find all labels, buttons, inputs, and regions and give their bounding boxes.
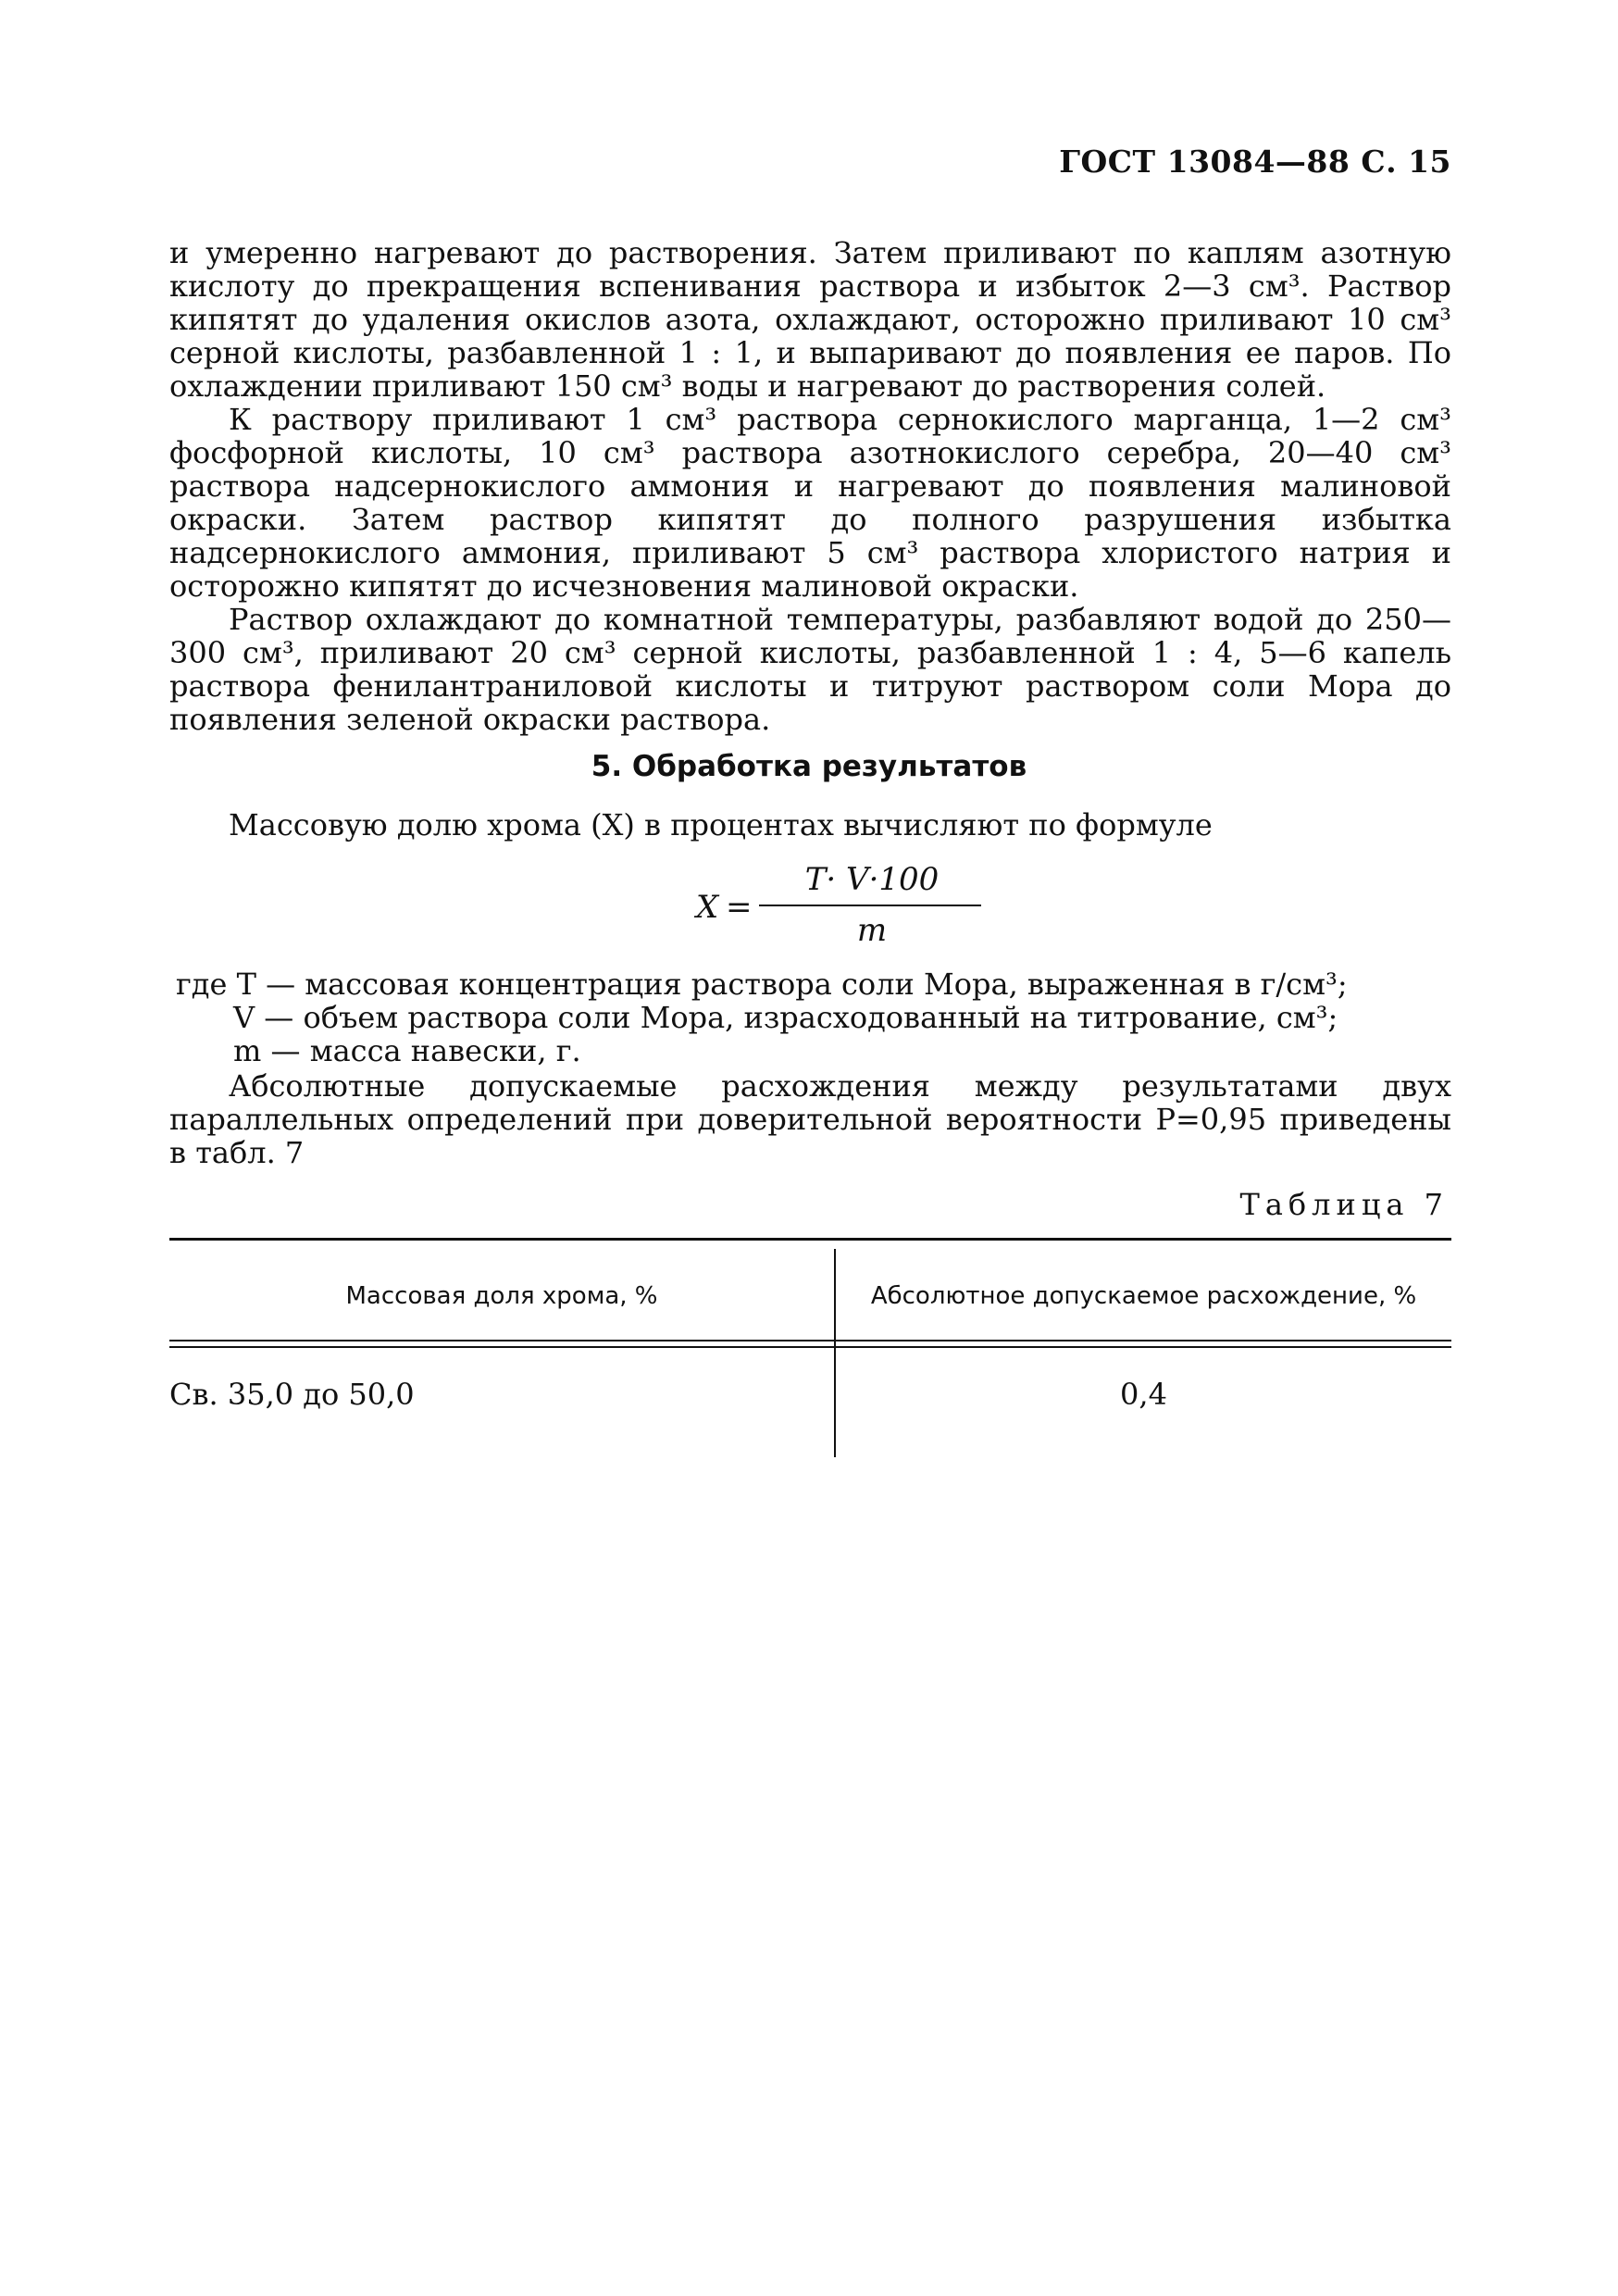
page-header: ГОСТ 13084—88 С. 15 bbox=[1059, 144, 1451, 180]
formula-intro: Массовую долю хрома (X) в процентах вычисляют по формуле bbox=[229, 807, 1213, 842]
fraction-bar bbox=[759, 905, 981, 906]
formula-equals: = bbox=[726, 889, 753, 926]
table-column-divider bbox=[834, 1249, 836, 1457]
paragraph-discrepancy: Абсолютные допускаемые расхождения между результатами двух параллельных определений при доверительной вероятности P=0,95 приведены в табл. 7 bbox=[169, 1068, 1451, 1170]
table-header-mass-fraction: Массовая доля хрома, % bbox=[345, 1282, 658, 1310]
section-title: 5. Обработка результатов bbox=[591, 750, 1027, 783]
formula-lhs: X bbox=[696, 889, 719, 926]
body-text bbox=[169, 236, 1451, 736]
definition-v: V — объем раствора соли Мора, израсходованный на титрование, см³; bbox=[233, 1000, 1338, 1035]
table-cell-value: 0,4 bbox=[1120, 1377, 1167, 1412]
variable-definitions bbox=[176, 967, 1348, 1067]
paragraph-2: К раствору приливают 1 см³ раствора сернокислого марганца, 1—2 см³ фосфорной кислоты, 10 см³ раствора азотнокислого серебра, 20—40 см³ раствора надсернокислого аммония и нагревают до появления малиновой окраски. Затем раствор кипятят до полного разрушения избытка надсернокислого аммония, приливают 5 см³ раствора хлористого натрия и осторожно кипятят до исчезновения малиновой окраски. bbox=[169, 402, 1451, 604]
paragraph-3: Раствор охлаждают до комнатной температуры, разбавляют водой до 250—300 см³, приливают 20 см³ серной кислоты, разбавленной 1 : 4, 5—6 капель раствора фенилантраниловой кислоты и титруют раствором соли Мора до появления зеленой окраски раствора. bbox=[169, 602, 1451, 737]
table-caption: Таблица 7 bbox=[1239, 1187, 1449, 1222]
table-top-rule bbox=[169, 1238, 1451, 1241]
formula-denominator: m bbox=[856, 912, 888, 949]
table-cell-range: Св. 35,0 до 50,0 bbox=[169, 1377, 415, 1412]
table-header-rule-2 bbox=[169, 1346, 1451, 1348]
definition-m: m — масса навески, г. bbox=[233, 1033, 581, 1068]
definition-t: где T — массовая концентрация раствора соли Мора, выраженная в г/см³; bbox=[176, 967, 1348, 1002]
table-header-discrepancy: Абсолютное допускаемое расхождение, % bbox=[870, 1282, 1417, 1310]
table-header-rule-1 bbox=[169, 1340, 1451, 1341]
formula-numerator: T· V·100 bbox=[804, 861, 940, 898]
paragraph-1: и умеренно нагревают до растворения. Затем приливают по каплям азотную кислоту до прекращения вспенивания раствора и избыток 2—3 см³. Раствор кипятят до удаления окислов азота, охлаждают, осторожно приливают 10 см³ серной кислоты, разбавленной 1 : 1, и выпаривают до появления ее паров. По охлаждении приливают 150 см³ воды и нагревают до растворения солей. bbox=[169, 235, 1451, 404]
